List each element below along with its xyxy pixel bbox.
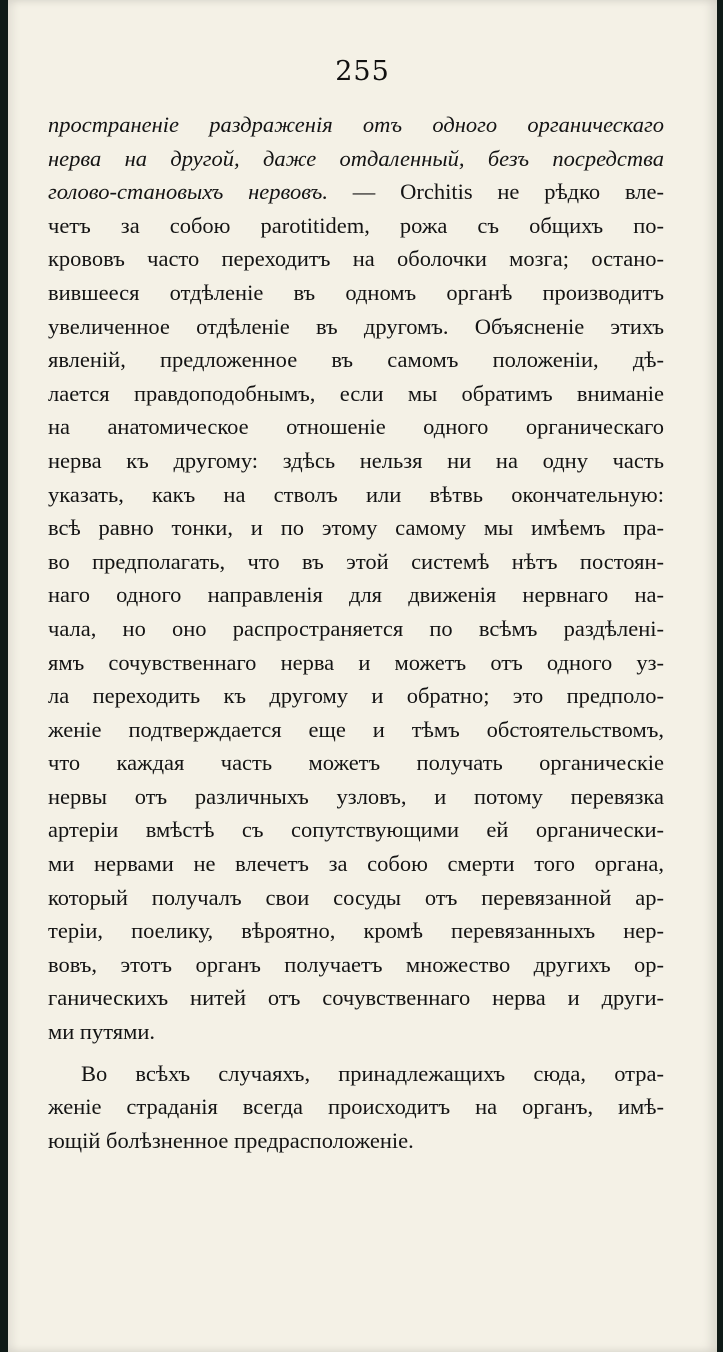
text-line: четъ за собою parotitidem, рожа съ общихъ по-: [48, 212, 664, 238]
text-line: нерва на другой, даже отдаленный, безъ посредства: [48, 145, 664, 171]
text-line: явленій, предложенное въ самомъ положеніи, дѣ-: [48, 347, 664, 373]
text-line: ла переходить къ другому и обратно; это предполо-: [48, 683, 664, 709]
text-line-roman-part: — Orchitis не рѣдко вле-: [328, 179, 664, 205]
text-line: нерва къ другому: здѣсь нельзя ни на одну часть: [48, 447, 664, 473]
paragraph-1: [48, 108, 664, 1049]
text-line: чала, но оно распространяется по всѣмъ раздѣлені-: [48, 615, 664, 641]
text-line: женіе страданія всегда происходитъ на органъ, имѣ-: [48, 1094, 664, 1120]
body-text: [48, 108, 664, 1157]
text-line: на анатомическое отношеніе одного органическаго: [48, 414, 664, 440]
text-line: крововъ часто переходитъ на оболочки мозга; остано-: [48, 246, 664, 272]
text-line: ганическихъ нитей отъ сочувственнаго нерва и други-: [48, 985, 664, 1011]
text-line: увеличенное отдѣленіе въ другомъ. Объясненіе этихъ: [48, 313, 664, 339]
text-line: всѣ равно тонки, и по этому самому мы имѣемъ пра-: [48, 515, 664, 541]
paragraph-2: [48, 1057, 664, 1158]
text-line: ямъ сочувственнаго нерва и можетъ отъ одного уз-: [48, 649, 664, 675]
text-line: Во всѣхъ случаяхъ, принадлежащихъ сюда, отра-: [81, 1060, 664, 1086]
text-line-italic-part: голово-становыхъ нервовъ.: [48, 179, 328, 205]
text-line: ми нервами не влечетъ за собою смерти того органа,: [48, 851, 664, 877]
text-line: пространеніе раздраженія отъ одного органическаго: [48, 112, 664, 137]
text-line: лается правдоподобнымъ, если мы обратимъ вниманіе: [48, 380, 664, 406]
paragraph-gap: [48, 1049, 664, 1057]
text-line: наго одного направленія для движенія нервнаго на-: [48, 582, 664, 608]
text-line: вившееся отдѣленіе въ одномъ органѣ производитъ: [48, 279, 664, 305]
text-line: указать, какъ на стволъ или вѣтвь окончательную:: [48, 481, 664, 507]
text-line: во предполагать, что въ этой системѣ нѣтъ постоян-: [48, 548, 664, 574]
text-line: теріи, поелику, вѣроятно, кромѣ перевязанныхъ нер-: [48, 918, 664, 944]
text-line: вовъ, этотъ органъ получаетъ множество другихъ ор-: [48, 951, 664, 977]
page-number: 255: [335, 56, 390, 87]
text-line-mixed: [48, 175, 664, 209]
text-line: что каждая часть можетъ получать органическіе: [48, 750, 664, 776]
text-line: который получалъ свои сосуды отъ перевязанной ар-: [48, 884, 664, 910]
text-line: женіе подтверждается еще и тѣмъ обстоятельствомъ,: [48, 716, 664, 742]
text-line: артеріи вмѣстѣ съ сопутствующими ей органически-: [48, 817, 664, 843]
text-line-last: ми путями.: [48, 1019, 155, 1045]
text-line-last: ющій болѣзненное предрасположеніе.: [48, 1127, 414, 1153]
text-line: нервы отъ различныхъ узловъ, и потому перевязка: [48, 783, 664, 809]
book-page: [8, 0, 717, 1352]
